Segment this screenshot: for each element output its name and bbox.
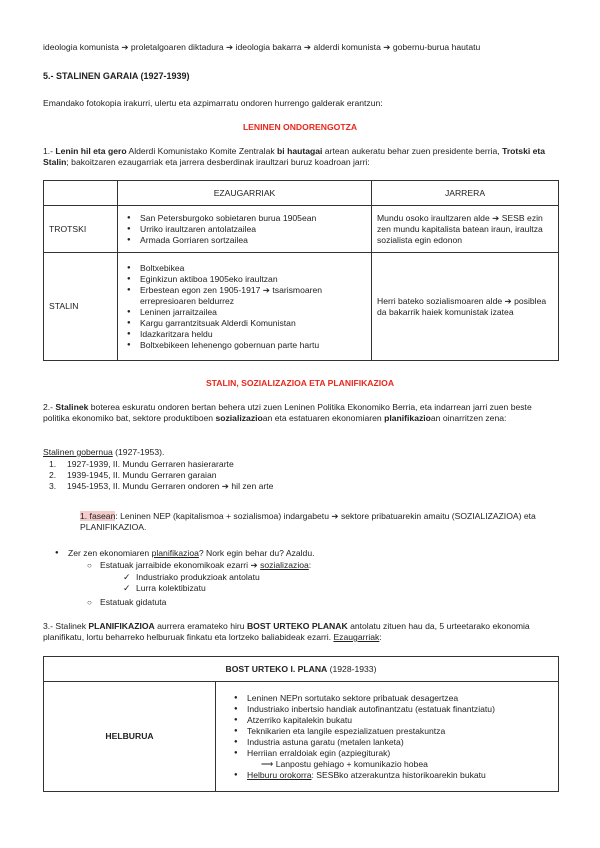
heading-leninen-ondorengotza: LENINEN ONDORENGOTZA [242, 122, 358, 132]
fase-note: 1. fasean: Leninen NEP (kapitalismoa + sozialismoa) indargabetu ➔ sektore pribatuarekin amaitu (SOZIALIZAZIOA) eta PLANIFIKAZIOA. [80, 511, 536, 532]
arrow-icon: ⟶ [261, 758, 274, 769]
list-item: ● Leninen NEPn sortutako sektore pribatuak desagertzea [231, 693, 552, 704]
list-item: ● Eginkizun aktiboa 1905eko iraultzan [124, 274, 365, 285]
list-item: ● Armada Gorriaren sortzailea [124, 235, 365, 246]
list-item: ● Herriian erraldoiak egin (azpiegiturak) [231, 748, 552, 759]
list-item: ✓ Lurra kolektibizatu [120, 583, 540, 594]
list-item: ● Zer zen ekonomiaren planifikazioa? Nork egin behar du? Azaldu. [52, 548, 552, 559]
planifikazioa-answer [84, 560, 544, 571]
trotski-stalin-table [43, 180, 559, 361]
list-item: ● Teknikarien eta langile espezializatuen prestakuntza [231, 726, 552, 737]
list-item: ● Industriako inbertsio handiak autofinantzatu (estatuak finantziatu) [231, 704, 552, 715]
question-1: 1.- Lenin hil eta gero Alderdi Komunistako Komite Zentralak bi hautagai artean aukeratu behar zuen presidente berria, Trotski eta Stalin; bakoitzaren ezaugarriak eta jarrera desberdinak iraultzari buruz koadroan jarri: [43, 146, 546, 167]
row-trotski-label: TROTSKI [44, 206, 118, 253]
helburua-label: HELBURUA [44, 682, 216, 792]
check-list [120, 572, 540, 594]
row-stalin-label: STALIN [44, 253, 118, 361]
list-item: ● Atzerriko kapitalekin bukatu [231, 715, 552, 726]
section-intro: Emandako fotokopia irakurri, ulertu eta azpimarratu ondoren hurrengo galderak erantzun: [43, 98, 383, 108]
top-line: ideologia komunista ➔ proletalgoaren diktadura ➔ ideologia bakarra ➔ alderdi komunista ➔ gobernu-burua hautatu [43, 42, 481, 52]
stalin-jarrera: Herri bateko sozialismoaren alde ➔ posiblea da bakarrik haiek komunistak izatea [372, 253, 559, 361]
list-item: ● Boltxebikeen lehenengo gobernuan parte hartu [124, 340, 365, 351]
question-2: 2.- Stalinek boterea eskuratu ondoren bertan behera utzi zuen Leninen Politika Ekonomiko Berria, eta indarrean jarri zuen beste politika ekonomiko bat, sektore produktiboen sozializazioan eta estatuaren ekonomiaren planifikazioan oinarritzen zena: [43, 402, 532, 423]
list-item: 1. 1927-1939, II. Mundu Gerraren hasierararte [49, 459, 234, 469]
plan-title: BOST URTEKO I. PLANA (1928-1933) [44, 657, 559, 682]
corner-cell [44, 181, 118, 206]
question-3: 3.- Stalinek PLANIFIKAZIOA aurrera eramateko hiru BOST URTEKO PLANAK antolatu zituen hau da, 5 urteetarako ekonomia planifikatu, lortu beharreko helburuak finkatu eta lortzeko baliabideak ezarri. Ezaugarriak: [43, 621, 530, 642]
list-item: 2. 1939-1945, II. Mundu Gerraren garaian [49, 470, 217, 480]
sub-item: ⟶ Lanpostu gehiago + komunikazio hobea [261, 758, 428, 769]
planifikazioa-question [52, 548, 552, 559]
list-item: ● Industria astuna garatu (metalen lanketa) [231, 737, 552, 748]
list-item: ● Leninen jarraitzailea [124, 307, 365, 318]
list-item: ● San Petersburgoko sobietaren burua 1905ean [124, 213, 365, 224]
stalinen-gobernua: Stalinen gobernua (1927-1953). [43, 447, 165, 457]
gidatuta-list [84, 597, 544, 608]
list-item: ○ Estatuak jarraibide ekonomikoak ezarri ➔ sozializazioa: [84, 560, 544, 571]
list-item: ● Erbestean egon zen 1905-1917 ➔ tsarismoaren errepresioaren beldurrez [124, 285, 365, 307]
list-item: ● Boltxebikea [124, 263, 365, 274]
stalin-characteristics [124, 263, 365, 351]
list-item: ✓ Industriako produkzioak antolatu [120, 572, 540, 583]
list-item: ● Urriko iraultzaren antolatzailea [124, 224, 365, 235]
helburua-list-last [231, 770, 552, 781]
col-ezaugarriak: EZAUGARRIAK [118, 181, 372, 206]
list-item: ● Helburu orokorra: SESBko atzerakuntza historikoarekin bukatu [231, 770, 552, 781]
list-item: ○ Estatuak gidatuta [84, 597, 544, 608]
list-item: ● Kargu garrantzitsuak Alderdi Komunistan [124, 318, 365, 329]
trotski-jarrera: Mundu osoko iraultzaren alde ➔ SESB ezin zen mundu kapitalista batean iraun, iraultza sozialista egin edonon [372, 206, 559, 253]
list-item: 3. 1945-1953, II. Mundu Gerraren ondoren ➔ hil zen arte [49, 481, 274, 491]
helburua-list [231, 693, 552, 759]
section-title: 5.- STALINEN GARAIA (1927-1939) [43, 71, 190, 81]
col-jarrera: JARRERA [372, 181, 559, 206]
bost-urteko-plana-table [43, 656, 559, 792]
periods-list [43, 459, 543, 492]
trotski-characteristics [124, 213, 365, 246]
heading-sozializazioa: STALIN, SOZIALIZAZIOA ETA PLANIFIKAZIOA [205, 378, 395, 388]
list-item: ● Idazkaritzara heldu [124, 329, 365, 340]
